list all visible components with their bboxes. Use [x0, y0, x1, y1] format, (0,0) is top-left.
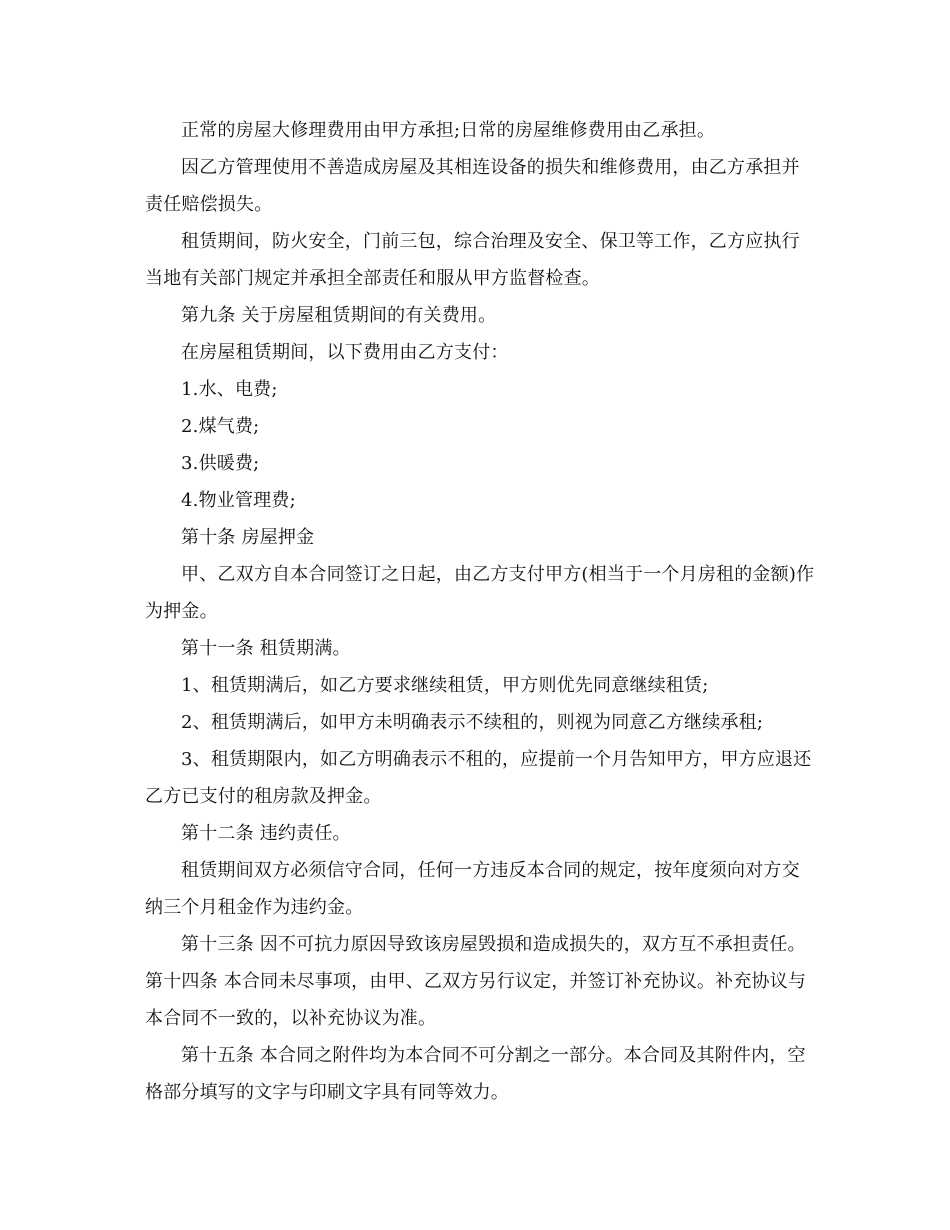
paragraph-17: 租赁期间双方必须信守合同，任何一方违反本合同的规定，按年度须向对方交纳三个月租金作为违约金。 — [145, 860, 800, 918]
article-11-heading: 第十一条 租赁期满。 — [181, 638, 351, 659]
expiry-item-2: 2、租赁期满后，如甲方未明确表示不续租的，则视为同意乙方继续承租; — [181, 712, 764, 733]
paragraph-3: 租赁期间，防火安全，门前三包，综合治理及安全、保卫等工作，乙方应执行当地有关部门规定并承担全部责任和服从甲方监督检查。 — [145, 231, 800, 289]
fee-item-3: 3.供暖费; — [181, 453, 260, 474]
fee-item-4: 4.物业管理费; — [181, 490, 296, 511]
expiry-item-3: 3、租赁期限内，如乙方明确表示不租的，应提前一个月告知甲方，甲方应退还乙方已支付的租房款及押金。 — [145, 749, 812, 807]
paragraph-1: 正常的房屋大修理费用由甲方承担;日常的房屋维修费用由乙承担。 — [181, 120, 716, 141]
article-10-heading: 第十条 房屋押金 — [181, 527, 315, 548]
document-body — [145, 112, 815, 1111]
expiry-item-1: 1、租赁期满后，如乙方要求继续租赁，甲方则优先同意继续租赁; — [181, 675, 709, 696]
fee-item-1: 1.水、电费; — [181, 379, 278, 400]
article-15-paragraph: 第十五条 本合同之附件均为本合同不可分割之一部分。本合同及其附件内，空格部分填写的文字与印刷文字具有同等效力。 — [145, 1045, 806, 1103]
fee-item-2: 2.煤气费; — [181, 416, 260, 437]
paragraph-2: 因乙方管理使用不善造成房屋及其相连设备的损失和维修费用，由乙方承担并责任赔偿损失。 — [145, 157, 800, 215]
article-9-heading: 第九条 关于房屋租赁期间的有关费用。 — [181, 305, 497, 326]
paragraph-5: 在房屋租赁期间，以下费用由乙方支付： — [181, 342, 509, 363]
article-13-14-paragraph: 第十三条 因不可抗力原因导致该房屋毁损和造成损失的，双方互不承担责任。 第十四条 本合同未尽事项，由甲、乙双方另行议定，并签订补充协议。补充协议与本合同不一致的，以补充协议为准。 — [145, 934, 807, 1029]
article-12-heading: 第十二条 违约责任。 — [181, 823, 351, 844]
paragraph-11: 甲、乙双方自本合同签订之日起，由乙方支付甲方(相当于一个月房租的金额)作为押金。 — [145, 564, 815, 622]
